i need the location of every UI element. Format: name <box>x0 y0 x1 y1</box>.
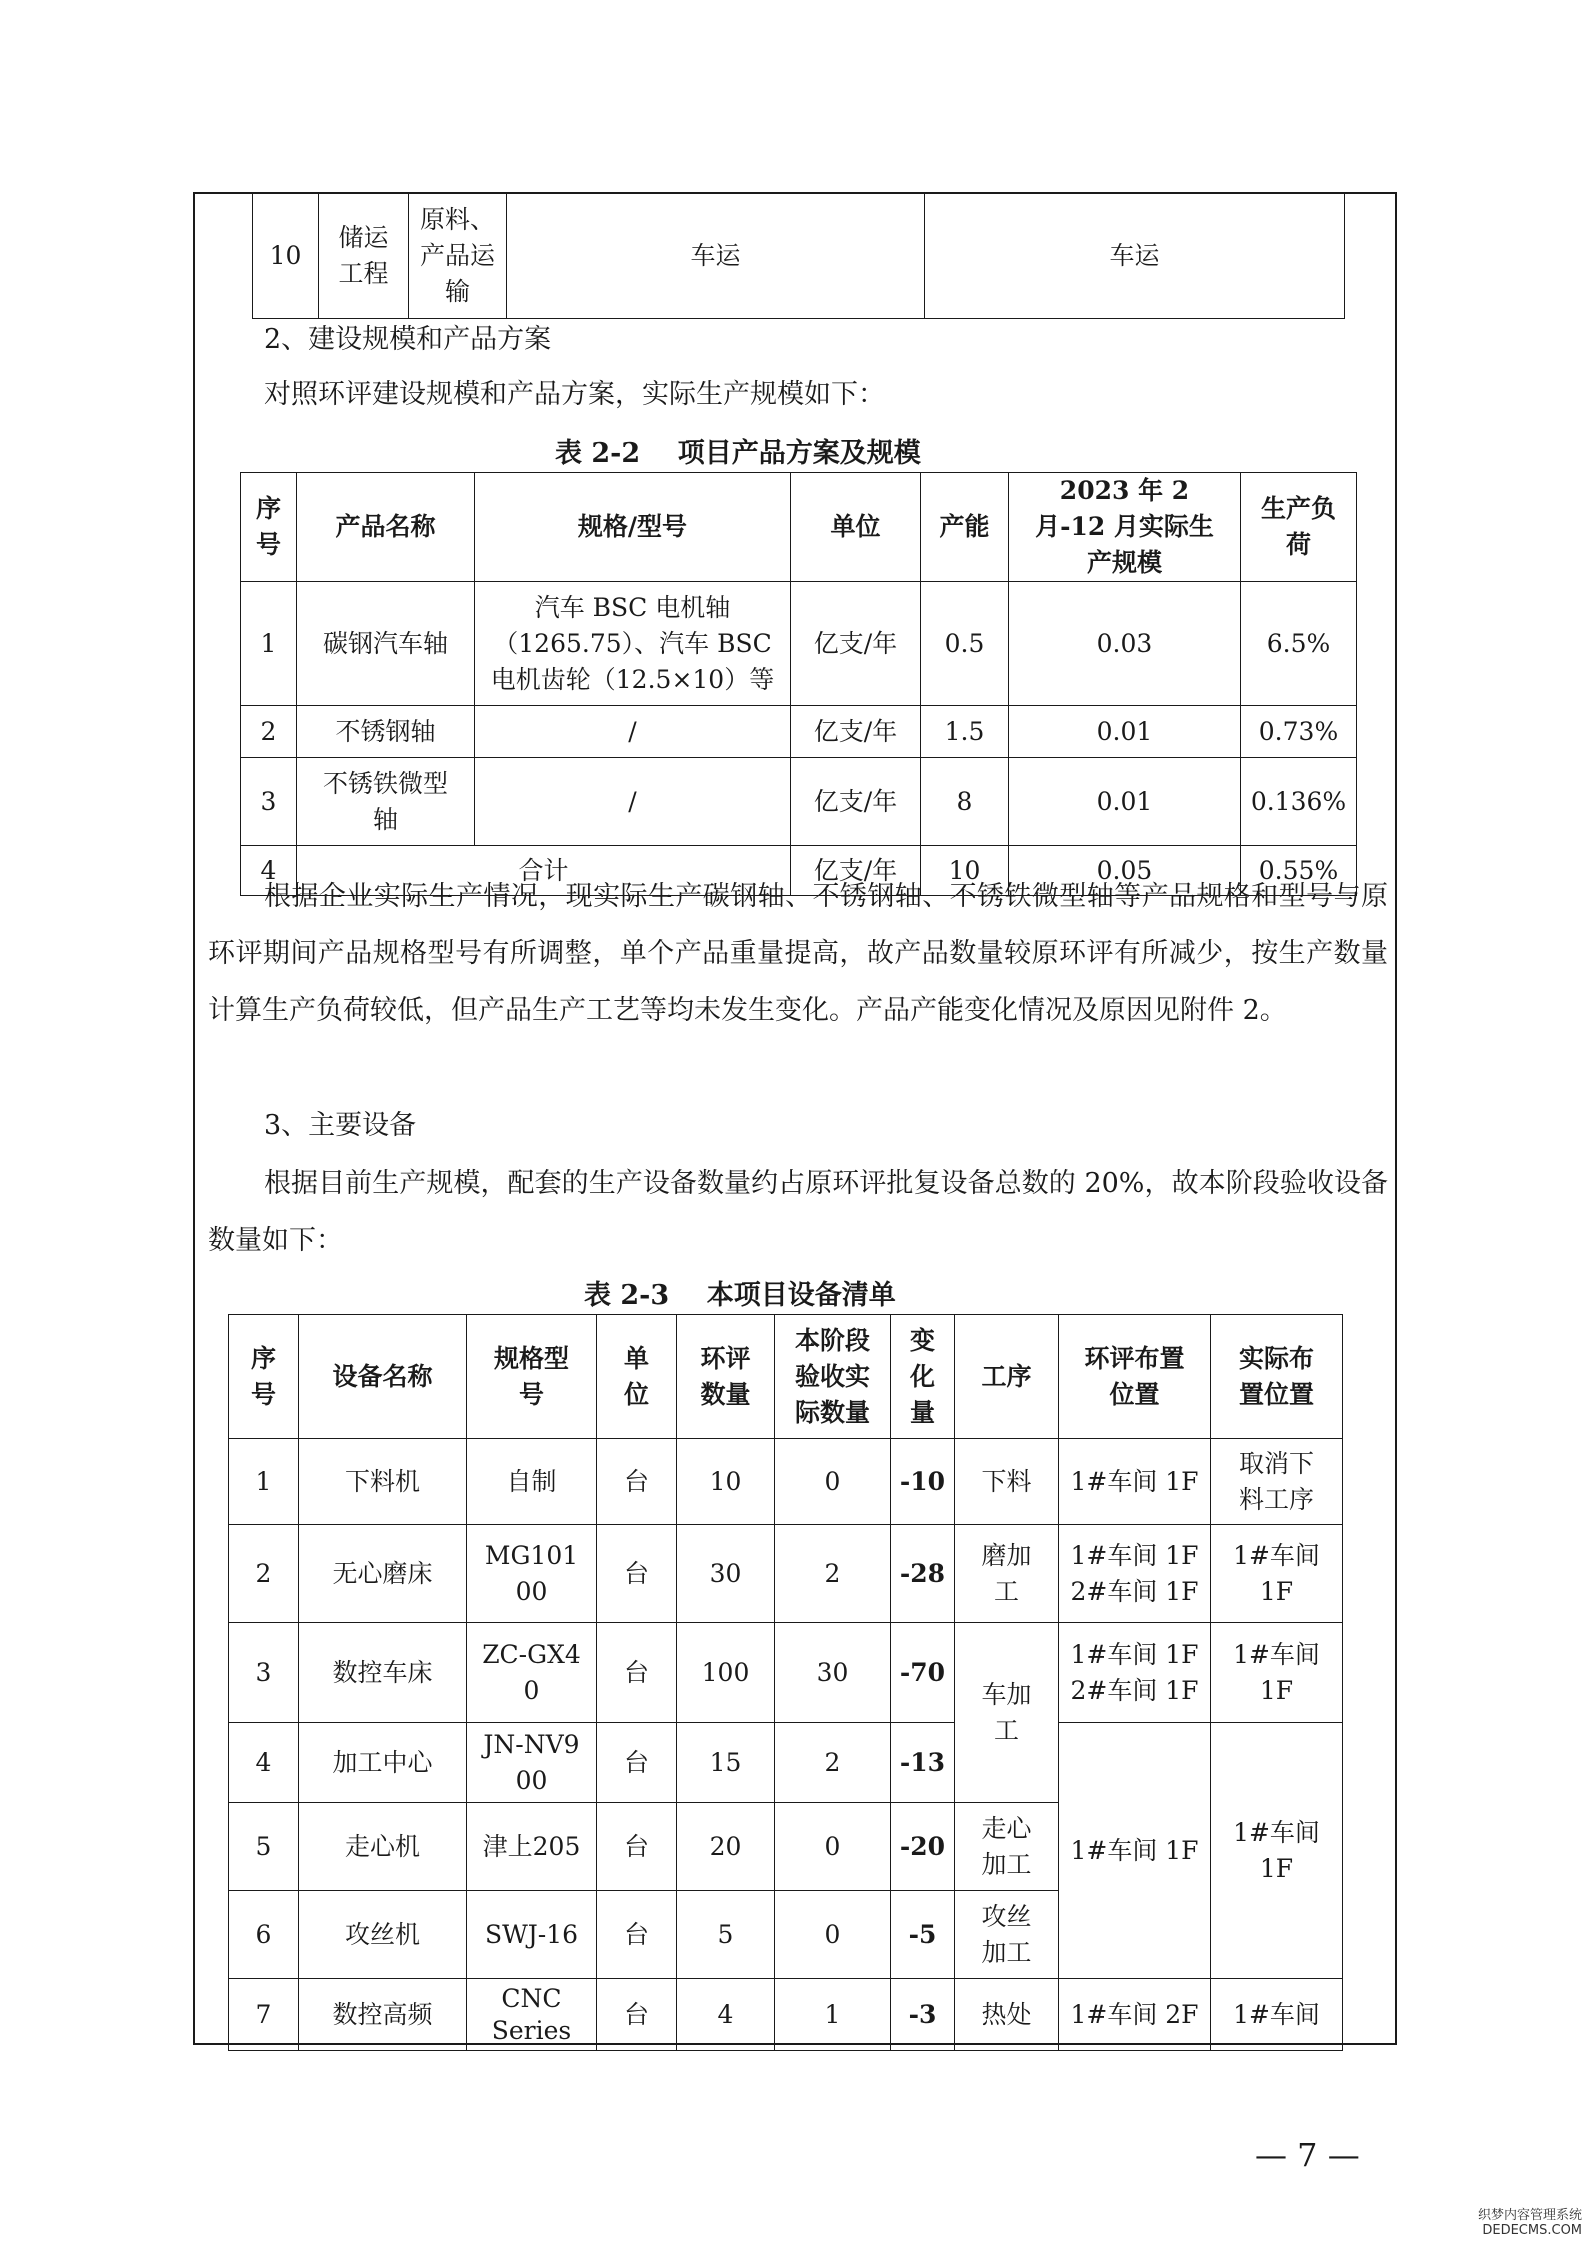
table-cell: 不锈钢轴 <box>297 706 475 758</box>
table-row <box>241 582 1357 706</box>
table-cell: 1#车间 1F 2#车间 1F <box>1059 1623 1211 1723</box>
table-row <box>229 1439 1367 1525</box>
table-cell: SWJ-16 <box>467 1891 597 1979</box>
table-cell: 汽车 BSC 电机轴（1265.75）、汽车 BSC 电机齿轮（12.5×10）等 <box>475 582 791 706</box>
table-cell: 下料机 <box>299 1439 467 1525</box>
table-cell: 0 <box>775 1439 891 1525</box>
table-cell: 台 <box>597 1891 677 1979</box>
table-cell: 4 <box>241 846 297 896</box>
header-cell: 单位 <box>597 1315 677 1439</box>
table-row <box>229 1525 1367 1623</box>
table-cell: 1#车间 1F <box>1211 1723 1343 1979</box>
table-cell: 走心机 <box>299 1803 467 1891</box>
table-cell: ZC-GX40 <box>467 1623 597 1723</box>
header-cell: 变化量 <box>891 1315 955 1439</box>
table-cell: 30 <box>775 1623 891 1723</box>
table-cell: / <box>475 758 791 846</box>
table-row <box>229 1723 1367 1803</box>
header-cell: 本阶段验收实际数量 <box>775 1315 891 1439</box>
table-cell: 0 <box>775 1803 891 1891</box>
table-cell: 10 <box>253 193 319 319</box>
table-cell: 下料 <box>955 1439 1059 1525</box>
table-cell: 1 <box>229 1439 299 1525</box>
table-cell: MG10100 <box>467 1525 597 1623</box>
table-cell: 20 <box>677 1803 775 1891</box>
table-cell: 1#车间 1F <box>1059 1439 1211 1525</box>
table-cell: 10 <box>677 1439 775 1525</box>
table-cell: 亿支/年 <box>791 758 921 846</box>
section2-heading: 2、建设规模和产品方案 <box>264 324 552 355</box>
table-cell: 2 <box>775 1525 891 1623</box>
table-header-row <box>229 1315 1367 1439</box>
table-cell: 台 <box>597 1525 677 1623</box>
table-cell: 台 <box>597 1623 677 1723</box>
table-cell: 0.03 <box>1009 582 1241 706</box>
table-cell: 5 <box>229 1803 299 1891</box>
header-cell: 规格型号 <box>467 1315 597 1439</box>
table-cell: 1 <box>775 1979 891 2051</box>
storage-transport-table <box>252 192 1345 319</box>
table-cell: 台 <box>597 1979 677 2051</box>
header-cell: 生产负荷 <box>1241 473 1357 582</box>
header-cell: 环评数量 <box>677 1315 775 1439</box>
table-cell: 1#车间 <box>1211 1979 1343 2051</box>
table-cell: 4 <box>677 1979 775 2051</box>
section3-heading: 3、主要设备 <box>264 1110 417 1141</box>
table-cell: 原料、产品运输 <box>409 193 507 319</box>
header-cell: 规格/型号 <box>475 473 791 582</box>
table-cell: 3 <box>241 758 297 846</box>
table-cell: 台 <box>597 1803 677 1891</box>
header-cell: 实际布置位置 <box>1211 1315 1343 1439</box>
table-cell: 4 <box>229 1723 299 1803</box>
table-cell: 走心加工 <box>955 1803 1059 1891</box>
table-cell: 1 <box>241 582 297 706</box>
table-header-row <box>241 473 1357 582</box>
table-cell: 1#车间 1F <box>1211 1525 1343 1623</box>
page-number: — 7 — <box>1255 2136 1360 2174</box>
table-cell: 6 <box>229 1891 299 1979</box>
table-cell: 1#车间 2F <box>1059 1979 1211 2051</box>
table-cell: 亿支/年 <box>791 582 921 706</box>
table-cell: 碳钢汽车轴 <box>297 582 475 706</box>
header-cell: 单位 <box>791 473 921 582</box>
table-cell: 2 <box>775 1723 891 1803</box>
table-cell: 取消下料工序 <box>1211 1439 1343 1525</box>
table-cell: 1#车间 1F 2#车间 1F <box>1059 1525 1211 1623</box>
table-cell: 亿支/年 <box>791 846 921 896</box>
table-cell: 10 <box>921 846 1009 896</box>
table-cell: 合计 <box>297 846 791 896</box>
table-cell: 车运 <box>507 193 925 319</box>
table-cell: 0.01 <box>1009 758 1241 846</box>
watermark-line: DEDECMS.COM <box>1482 2223 1583 2238</box>
table-cell: 1#车间 1F <box>1211 1623 1343 1723</box>
table-cell: CNC Series <box>467 1979 597 2051</box>
watermark <box>1478 2208 1582 2238</box>
table-cell: -28 <box>891 1525 955 1623</box>
header-cell: 2023 年 2 月-12 月实际生产规模 <box>1009 473 1241 582</box>
table-cell: 台 <box>597 1723 677 1803</box>
table-cell: 100 <box>677 1623 775 1723</box>
header-cell: 序号 <box>229 1315 299 1439</box>
explanation-paragraph: 根据企业实际生产情况，现实际生产碳钢轴、不锈钢轴、不锈铁微型轴等产品规格和型号与原环评期间产品规格型号有所调整，单个产品重量提高，故产品数量较原环评有所减少，按生产数量计算生产负荷较低，但产品生产工艺等均未发生变化。产品产能变化情况及原因见附件 2。 <box>208 881 1388 1026</box>
table-cell: 攻丝机 <box>299 1891 467 1979</box>
table-cell: 储运工程 <box>319 193 409 319</box>
table-row <box>229 1979 1367 2051</box>
table-cell: 0.136% <box>1241 758 1357 846</box>
table-row <box>241 706 1357 758</box>
table-cell: 台 <box>597 1439 677 1525</box>
table-row <box>253 193 1345 319</box>
table-cell: 磨加工 <box>955 1525 1059 1623</box>
table-cell: 无心磨床 <box>299 1525 467 1623</box>
table-cell: 亿支/年 <box>791 706 921 758</box>
table-cell: -10 <box>891 1439 955 1525</box>
table22-caption: 表 2-2 项目产品方案及规模 <box>555 438 921 469</box>
table-cell: 0.5 <box>921 582 1009 706</box>
table-cell: 2 <box>241 706 297 758</box>
table-cell: 8 <box>921 758 1009 846</box>
table-cell: 6.5% <box>1241 582 1357 706</box>
table-cell: -5 <box>891 1891 955 1979</box>
table-cell: 不锈铁微型轴 <box>297 758 475 846</box>
table-cell: 0.05 <box>1009 846 1241 896</box>
table-cell: 30 <box>677 1525 775 1623</box>
section2-intro: 对照环评建设规模和产品方案，实际生产规模如下： <box>264 379 885 410</box>
table-cell: 0.73% <box>1241 706 1357 758</box>
table-cell: 加工中心 <box>299 1723 467 1803</box>
table-cell: 1#车间 1F <box>1059 1723 1211 1979</box>
table-row <box>229 1623 1367 1723</box>
equipment-table <box>228 1314 1367 2051</box>
header-cell: 产品名称 <box>297 473 475 582</box>
table-cell: 0.55% <box>1241 846 1357 896</box>
table-cell: 津上205 <box>467 1803 597 1891</box>
table-cell: 7 <box>229 1979 299 2051</box>
table-cell: 0.01 <box>1009 706 1241 758</box>
table-cell: 0 <box>775 1891 891 1979</box>
table-cell: JN-NV900 <box>467 1723 597 1803</box>
product-scale-table <box>240 472 1357 896</box>
section3-intro: 根据目前生产规模，配套的生产设备数量约占原环评批复设备总数的 20%，故本阶段验收设备数量如下： <box>208 1168 1388 1256</box>
table-edge-cell <box>1343 1315 1367 2051</box>
header-cell: 设备名称 <box>299 1315 467 1439</box>
table-row <box>241 758 1357 846</box>
table-cell: 攻丝加工 <box>955 1891 1059 1979</box>
watermark-line: 织梦内容管理系统 <box>1478 2208 1583 2223</box>
table-cell: 车运 <box>925 193 1345 319</box>
table-cell: 1.5 <box>921 706 1009 758</box>
table-cell: 热处 <box>955 1979 1059 2051</box>
table-cell: -3 <box>891 1979 955 2051</box>
table-cell: -20 <box>891 1803 955 1891</box>
table23-caption: 表 2-3 本项目设备清单 <box>584 1280 896 1311</box>
table-cell: -13 <box>891 1723 955 1803</box>
table-cell: 15 <box>677 1723 775 1803</box>
table-cell: / <box>475 706 791 758</box>
header-cell: 序号 <box>241 473 297 582</box>
table-cell: 数控高频 <box>299 1979 467 2051</box>
table-cell: 自制 <box>467 1439 597 1525</box>
table-cell: 3 <box>229 1623 299 1723</box>
header-cell: 环评布置位置 <box>1059 1315 1211 1439</box>
table-cell: -70 <box>891 1623 955 1723</box>
table-cell: 2 <box>229 1525 299 1623</box>
table-cell: 车加工 <box>955 1623 1059 1803</box>
header-cell: 工序 <box>955 1315 1059 1439</box>
header-cell: 产能 <box>921 473 1009 582</box>
table-cell: 数控车床 <box>299 1623 467 1723</box>
table-cell: 5 <box>677 1891 775 1979</box>
